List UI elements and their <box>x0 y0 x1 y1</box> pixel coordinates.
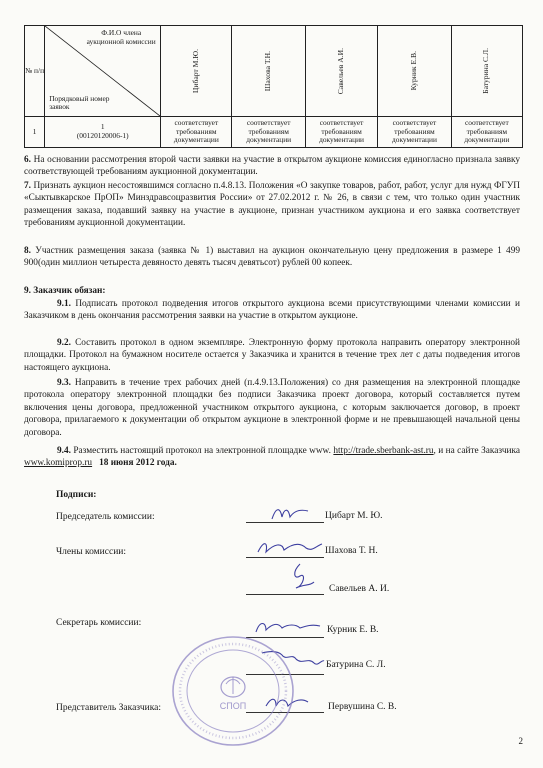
member-name: Савельев А. И. <box>329 584 390 594</box>
paragraph-9-4: 9.4. Разместить настоящий протокол на электронной площадке www. http://trade.sberbank-ast.ru, и на сайте Заказчика www.komiprop.ru 18 июня 2012 года. <box>24 446 521 469</box>
member-header: Шахова Т.Н. <box>232 26 305 117</box>
paragraph-8: 8. Участник размещения заказа (заявка № 1) выставил на аукцион окончательную цену предложения в размере 1 499 900(один миллион четыреста девяносто девять тысяч девятьсот) рублей 00 копеек. <box>24 246 520 269</box>
application-number: 1 <box>100 122 105 132</box>
member-header: Цибарт М.Ю. <box>161 26 232 117</box>
application-code: (00120120006-1) <box>76 131 129 140</box>
diagonal-header-cell <box>45 26 161 117</box>
signature-scribble <box>270 503 310 523</box>
member-header: Савельев А.И. <box>305 26 377 117</box>
col-number-header: № п/п <box>25 26 45 117</box>
result-cell: соответствует требованиям документации <box>161 117 232 148</box>
chairman-label: Председатель комиссии: <box>56 512 155 522</box>
stamp-text: СПОП <box>219 701 247 711</box>
paragraph-7: 7. Признать аукцион несостоявшимся согласно п.4.8.13. Положения «О закупке товаров, работ, работ, услуг для нужд ФГУП «Сыктывкарское ПрОП» Минздравсоцразвития России» от 27.02.2012 г. № 26, в связи с тем, что только один участник размещения заказа, подавший заявку на участие в аукционе, признан участником аукциона и его заявка соответствует требованиям аукционной документации. <box>24 181 520 229</box>
paragraph-9-3: 9.3. Направить в течение трех рабочих дней (п.4.9.13.Положения) со дня размещения на электронной площадке протокола оператору электронной площадки без подписи Заказчика проект договора, который составляется путем включения цены договора, предложенной участником открытого аукциона, с которым заключается договор, в проект договора, прилагаемого к документации об открытом аукционе в электронной форме и не превышающей начальной цены договора. <box>24 378 520 438</box>
applications-header: Порядковый номер заявок <box>49 93 110 112</box>
customer-label: Представитель Заказчика: <box>56 703 162 713</box>
customer-name: Первушина С. В. <box>328 702 397 712</box>
paragraph-9-title: 9. Заказчик обязан: <box>24 286 106 296</box>
members-label: Члены комиссии: <box>56 547 127 557</box>
secretary-name: Курник Е. В. <box>327 625 379 635</box>
members-header: Ф.И.О члена аукционной комиссии <box>86 28 156 46</box>
chairman-name: Цибарт М. Ю. <box>325 511 383 521</box>
komiprop-link[interactable]: www.komiprop.ru <box>24 458 93 469</box>
signature-scribble <box>254 538 324 558</box>
page-number: 2 <box>518 736 523 746</box>
secretary-label: Секретарь комиссии: <box>56 618 142 628</box>
result-cell: соответствует требованиям документации <box>232 117 305 148</box>
result-cell: соответствует требованиям документации <box>305 117 377 148</box>
member-header: Курник Е.В. <box>378 26 451 117</box>
results-table <box>24 25 523 148</box>
paragraph-9-1: 9.1. Подписать протокол подведения итогов открытого аукциона всеми присутствующими членами комиссии и Заказчиком в день окончания рассмотрения заявки на участие в открытом аукционе. <box>24 299 520 322</box>
signatures-title: Подписи: <box>56 490 97 500</box>
member-name: Батурина С. Л. <box>326 660 386 670</box>
table-row <box>25 117 523 148</box>
row-number: 1 <box>25 117 45 148</box>
member-header: Батурина С.Л. <box>451 26 522 117</box>
protocol-date: 18 июня 2012 года. <box>99 458 177 469</box>
signature-line <box>246 594 324 595</box>
application-cell <box>45 117 161 148</box>
organization-stamp <box>168 632 298 750</box>
paragraph-9-2: 9.2. Составить протокол в одном экземпляре. Электронную форму протокола направить оператору электронной площадки. Протокол на бумажном носителе остается у Заказчика и хранится в течение трех лет с даты подведения итогов настоящего аукциона. <box>24 338 520 373</box>
result-cell: соответствует требованиям документации <box>378 117 451 148</box>
member-name: Шахова Т. Н. <box>325 546 378 556</box>
table-header-row <box>25 26 523 117</box>
paragraph-6: 6. На основании рассмотрения второй части заявки на участие в открытом аукционе комиссия единогласно признала заявку соответствующей требованиям аукционной документации. <box>24 155 520 178</box>
signature-scribble <box>284 562 318 592</box>
sberbank-ast-link[interactable]: http://trade.sberbank-ast.ru <box>333 446 434 456</box>
result-cell: соответствует требованиям документации <box>451 117 522 148</box>
